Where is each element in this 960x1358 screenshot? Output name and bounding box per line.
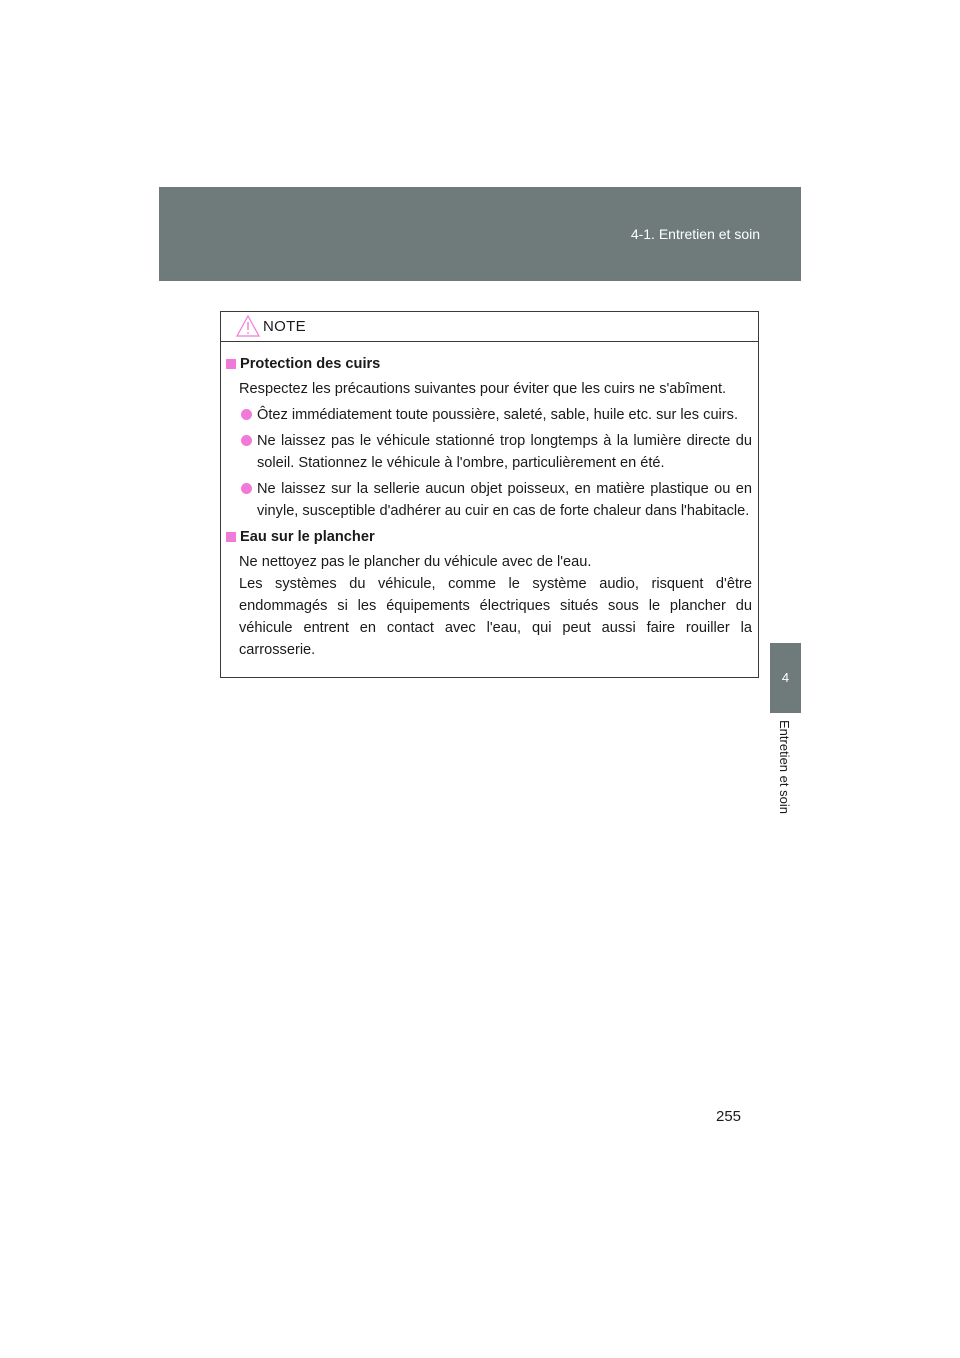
section-heading <box>226 526 752 548</box>
list-item <box>257 430 752 474</box>
round-bullet-icon <box>241 483 252 494</box>
note-box <box>220 311 759 678</box>
note-header <box>221 312 758 342</box>
section-text: Les systèmes du véhicule, comme le système audio, risquent d'être endommagés si les équipements électriques situés sous le plancher du véhicule entrent en contact avec l'eau, qui peut aussi faire rouiller la carrosserie. <box>239 576 752 658</box>
list-item <box>257 478 752 522</box>
square-bullet-icon <box>226 359 236 369</box>
section-intro: Respectez les précautions suivantes pour éviter que les cuirs ne s'abîment. <box>239 381 727 397</box>
page-number: 255 <box>716 1108 742 1125</box>
chapter-number: 4 <box>781 670 790 685</box>
list-item <box>257 404 752 426</box>
list-item-text: Ôtez immédiatement toute poussière, saleté, sable, huile etc. sur les cuirs. <box>257 407 739 423</box>
note-title: NOTE <box>263 318 306 335</box>
list-item-text: Ne laissez sur la sellerie aucun objet poisseux, en matière plastique ou en vinyle, susceptible d'adhérer au cuir en cas de forte chaleur dans l'habitacle. <box>257 481 752 519</box>
section-text: Ne nettoyez pas le plancher du véhicule avec de l'eau. <box>239 554 592 570</box>
chapter-label: Entretien et soin <box>777 720 792 814</box>
note-body <box>221 342 758 661</box>
header-band <box>159 187 801 281</box>
list-item-text: Ne laissez pas le véhicule stationné trop longtemps à la lumière directe du soleil. Stationnez le véhicule à l'ombre, particulièrement en été. <box>257 433 752 471</box>
round-bullet-icon <box>241 435 252 446</box>
section-title: 4-1. Entretien et soin <box>630 226 760 242</box>
section-heading-text: Protection des cuirs <box>240 356 381 372</box>
section-heading <box>226 353 752 375</box>
square-bullet-icon <box>226 532 236 542</box>
round-bullet-icon <box>241 409 252 420</box>
warning-triangle-icon <box>235 314 261 338</box>
chapter-tab <box>770 643 801 713</box>
section-heading-text: Eau sur le plancher <box>240 529 375 545</box>
